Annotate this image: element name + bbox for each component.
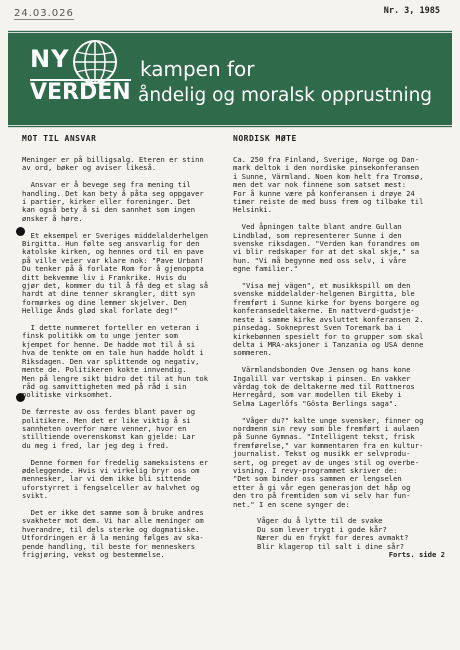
poem-verse: Våger du å lytte til de svake Du som lever trygt i gode kår? Nærer du en frykt for deres avmakt? Blir klagerop til salt i dine sår? xyxy=(257,516,409,551)
paragraph: Det er ikke det samme som å bruke andres svakheter mot dem. Vi har alle meninger om hverandre, til dels sterke og dogmatiske. Utfordringen er å la mening følges av ska- pende handling, til beste for menneskers frigjøring, vekst og bestemmelse. xyxy=(22,507,204,559)
paragraph: Denne formen for fredelig sameksistens er ødeleggende. Hvis vi virkelig bryr oss om mennesker, lar vi dem ikke bli sittende uforstyrret i fengselceller av halvhet og svikt. xyxy=(22,457,209,501)
issue-number: Nr. 3, 1985 xyxy=(383,6,440,16)
continued-note: Forts. side 2 xyxy=(388,550,445,560)
masthead xyxy=(8,30,452,128)
left-column-title: MOT TIL ANSVAR xyxy=(22,134,97,143)
tagline-line1: kampen for xyxy=(140,57,255,81)
logo-ny: NY xyxy=(30,45,70,73)
archive-stamp: 24.03.026 xyxy=(14,8,74,19)
paragraph: I dette nummeret forteller en veteran i finsk politikk om to unge jenter som kjempet for henne. De hadde mot til å si hva de tenkte om en tale hun hadde holdt i Riksdagen. Den var splittende og negativ, mente de. Politikeren kokte innvendig. Men på lengre sikt bidro det til at hun tok råd og samvittigheten med på råd i sin politiske virksomhet. xyxy=(22,323,209,400)
right-column xyxy=(233,156,445,568)
tagline-line2: åndelig og moralsk opprustning xyxy=(138,85,433,106)
right-column-title: NORDISK MØTE xyxy=(233,134,297,143)
paragraph: Et eksempel er Sveriges middelalderhelgen Birgitta. Hun følte seg ansvarlig for den katolske kirken, og hennes ord til en pave på ville veier var klare nok: "Pave Urban! Du tenker på å forlate Rom for å gjenoppta ditt bekvemme liv i Frankrike. Hvis du gjør det, kommer du til å få deg et slag så hardt at dine tenner skrangler, ditt syn formørkes og dine lemmer skjelver. Den Hellige Ånds glød skal forlate deg!" xyxy=(22,230,209,316)
paragraph: "Våger du?" kalte unge svensker, finner og nordmenn sin revy som ble fremført i aulaen på Sunne Gymnas. "Intelligent tekst, frisk fremførelse," var kommentaren fra en kultur- journalist. Tekst og musikk er selvprodu- sert, og preget av de unges stil og overbe- visning. I revy-programmet skriver de: "Det som binder oss sammen er lengselen etter å gi vår egen generasjon det håp og den tro på fremtiden som vi selv har fun- net." I en scene synger de: xyxy=(233,415,424,509)
paragraph: Ved åpningen talte blant andre Gullan Lindblad, som representerer Sunne i den svenske riksdagen. "Verden kan forandres om vi blir redskaper for at det skal skje," sa hun. "Vi må begynne med oss selv, i våre egne familier." xyxy=(233,222,420,274)
paragraph: Meninger er på billigsalg. Eteren er stinn av ord, bøker og aviser likeså. xyxy=(22,155,204,173)
paragraph: Ansvar er å bevege seg fra mening til handling. Det kan bety å påta seg oppgaver i partier, kirker eller foreninger. Det kan også bety å si den sannhet som ingen ønsker å høre. xyxy=(22,180,204,223)
logo-verden: VERDEN xyxy=(30,80,131,105)
left-column xyxy=(22,156,234,568)
paragraph: De færreste av oss ferdes blant paver og politikere. Men det er like viktig å si sannheten overfor nære venner, hvor en stilltiende overenskomst kan gjelde: Lar du meg i fred, lar jeg deg i fred. xyxy=(22,407,196,450)
paragraph: Värmlandsbonden Ove Jensen og hans kone Ingalill var vertskap i pinsen. En vakker vårdag tok de deltakerne med til Rottneros Herregård, som var modellen til Ekeby i Selma Lagerlöfs "Gösta Berlings saga". xyxy=(233,365,415,408)
paragraph: "Visa mej vägen", et musikkspill om den svenske middelalder-helgenen Birgitta, ble fremført i Sunne kirke for byens borgere og konferansedeltakerne. En nattverd-gudstje- neste i samme kirke avsluttet konferansen 2. pinsedag. Sokneprest Sven Toremark ba i kirkebønnen spesielt for to grupper som skal delta i MRA-aksjoner i Tanzania og USA denne sommeren. xyxy=(233,281,424,358)
paragraph: Ca. 250 fra Finland, Sverige, Norge og Dan- mark deltok i den nordiske pinsekonferansen i Sunne, Värmland. Noen kom helt fra Tromsø, men det var nok finnene som satset mest: For å kunne være på konferansen i drøye 24 timer reiste de med buss frem og tilbake til Helsinki. xyxy=(233,155,424,215)
